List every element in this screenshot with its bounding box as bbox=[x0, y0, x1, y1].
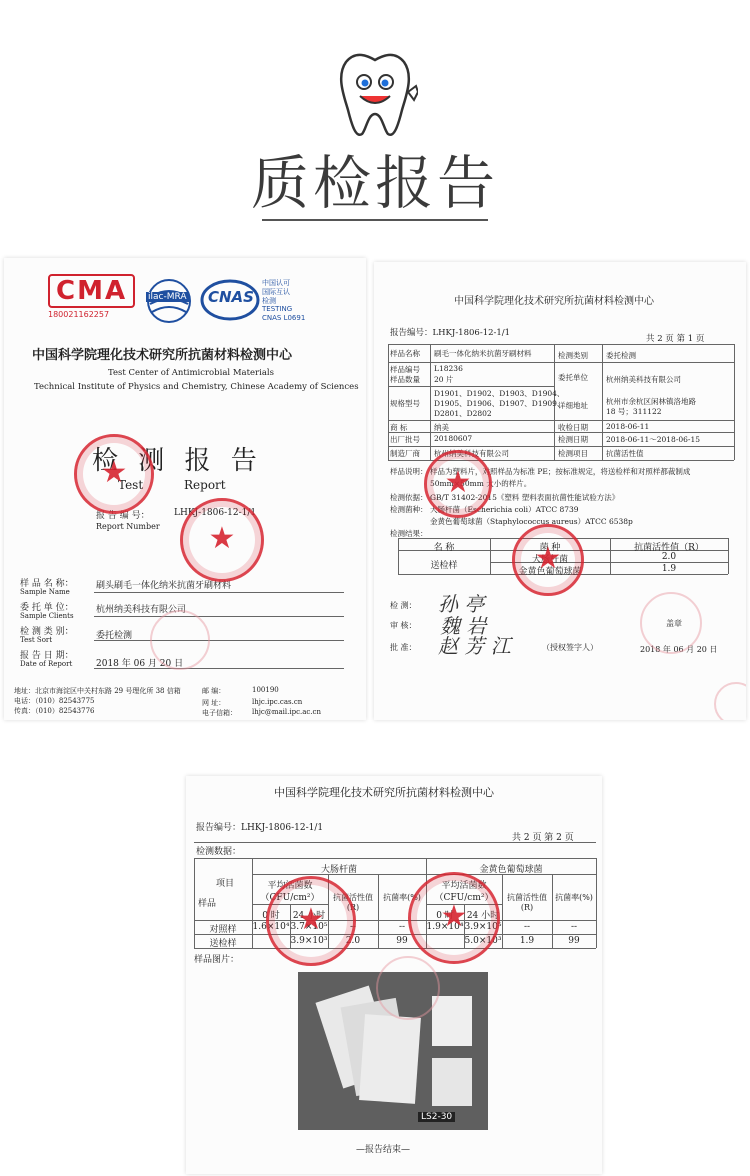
institute-title: 中国科学院理化技术研究所抗菌材料检测中心 bbox=[454, 296, 654, 307]
strain-1: 大肠杆菌（Escherichia coli）ATCC 8739 bbox=[430, 505, 579, 514]
row-0-value2: 委托检测 bbox=[606, 351, 636, 360]
report-date: 2018 年 06 月 20 日 bbox=[640, 645, 718, 654]
row-test-name: 送检样 bbox=[209, 939, 237, 949]
field-1-en: Sample Clients bbox=[20, 612, 74, 620]
row-1-value2: 杭州纳美科技有限公司 bbox=[606, 375, 681, 384]
col-item: 项目 bbox=[216, 879, 235, 889]
row-test-e24: 3.9×10³ bbox=[290, 936, 328, 946]
row-2-label: 样品数量 bbox=[390, 375, 420, 384]
strain-2: 金黄色葡萄球菌（Staphylococcus aureus）ATCC 6538p bbox=[430, 517, 633, 526]
row-3-label2: 详细地址 bbox=[558, 401, 588, 410]
red-seal-stamp bbox=[180, 498, 264, 582]
page-info: 共 2 页 第 2 页 bbox=[512, 833, 574, 843]
footer-0-right: 100190 bbox=[252, 686, 279, 694]
row-6-label: 商 标 bbox=[390, 423, 408, 432]
ecoli-unit: （CFU/cm²） bbox=[260, 893, 320, 903]
faint-seal-stamp bbox=[640, 592, 702, 654]
report-no: 报告编号：LHKJ-1806-12-1/1 bbox=[390, 328, 511, 338]
page-info: 共 2 页 第 1 页 bbox=[646, 334, 705, 344]
row-7-label: 出厂批号 bbox=[390, 435, 420, 444]
red-seal-stamp bbox=[74, 434, 154, 514]
report-cover-page bbox=[4, 258, 366, 720]
field-1-label: 委 托 单 位： bbox=[20, 603, 74, 613]
saureus-h24: 24 小时 bbox=[466, 911, 500, 921]
sign-label-review: 审 核： bbox=[390, 621, 417, 630]
row-6-value: 纳美 bbox=[434, 423, 449, 432]
row-control-e0: 1.6×10⁴ bbox=[252, 922, 290, 932]
center-en: Test Center of Antimicrobial Materials bbox=[108, 368, 274, 378]
cnas-side-3: TESTING bbox=[262, 305, 293, 313]
report-page-1 bbox=[374, 262, 746, 720]
sample-note-label: 样品说明： bbox=[390, 467, 428, 476]
footer-0-left: 地址：北京市海淀区中关村东路 29 号理化所 38 信箱 bbox=[14, 687, 181, 695]
row-3-value2: 杭州市余杭区闲林镇洛地路 bbox=[606, 397, 696, 406]
result-head-value: 抗菌活性值（R） bbox=[634, 543, 704, 553]
cnas-side-4: CNAS L0691 bbox=[262, 314, 306, 322]
row-1-label: 样品编号 bbox=[390, 365, 420, 374]
red-seal-stamp bbox=[408, 872, 500, 964]
cnas-side-1: 国际互认 bbox=[262, 288, 290, 296]
result-row-0-strain: 大肠杆菌 bbox=[531, 555, 568, 565]
ecoli-avg-live: 平均活菌数 bbox=[267, 881, 313, 891]
row-0-label2: 检测类别 bbox=[558, 351, 588, 360]
basis-label: 检测依据： bbox=[390, 493, 428, 502]
row-control-e24: 3.7×10⁵ bbox=[290, 922, 328, 932]
ecoli-h0: 0 时 bbox=[262, 911, 280, 921]
row-8-label2: 检测项目 bbox=[558, 449, 588, 458]
report-title-en-2: Report bbox=[184, 478, 226, 492]
field-1-value: 杭州纳美科技有限公司 bbox=[96, 605, 187, 615]
row-control-sP: -- bbox=[570, 922, 578, 932]
row-test-sR: 1.9 bbox=[519, 936, 535, 946]
cnas-side-0: 中国认可 bbox=[262, 279, 290, 287]
cma-code: 180021162257 bbox=[48, 310, 110, 319]
footer-0-right-label: 邮 编： bbox=[202, 687, 226, 695]
field-2-en: Test Sort bbox=[20, 636, 53, 644]
result-label: 检测结果： bbox=[390, 529, 428, 538]
field-3-label: 报 告 日 期： bbox=[20, 651, 74, 661]
row-6-value2: 2018-06-11 bbox=[606, 422, 650, 431]
footer-1-right: lhjc.ipc.cas.cn bbox=[252, 698, 303, 706]
field-0-label: 样 品 名 称： bbox=[20, 579, 74, 589]
footer-2-left: 传真：（010）82543776 bbox=[14, 707, 95, 715]
red-seal-stamp bbox=[424, 450, 492, 518]
sample-note-2: 50mm×50mm 大小的样片。 bbox=[430, 479, 532, 488]
row-test-s24: 5.0×10³ bbox=[464, 936, 502, 946]
row-6-label2: 收检日期 bbox=[558, 423, 588, 432]
tooth-mascot-icon bbox=[332, 48, 418, 140]
signature-test: 孙 亭 bbox=[438, 592, 485, 616]
row-control-name: 对照样 bbox=[209, 925, 237, 935]
report-no: 报告编号：LHKJ-1806-12-1/1 bbox=[196, 823, 324, 833]
saureus-rate: 抗菌率(%) bbox=[555, 893, 593, 902]
institute-cn: 中国科学院理化技术研究所抗菌材料检测中心 bbox=[32, 348, 293, 363]
red-seal-stamp bbox=[266, 876, 356, 966]
sign-label-test: 检 测： bbox=[390, 601, 417, 610]
cma-logo: CMA bbox=[48, 274, 135, 308]
sample-note: 样品为塑料片，对照样品为标准 PE；按标准规定，将送检样和对照样都裁制成 bbox=[430, 467, 691, 476]
row-8-label: 制造厂商 bbox=[390, 449, 420, 458]
saureus-activity: 抗菌活性值(R) bbox=[507, 893, 547, 912]
seal-label: 盖章 bbox=[666, 619, 682, 628]
footer-2-right: lhjc@mail.ipc.ac.cn bbox=[252, 708, 321, 716]
result-head-strain: 菌 种 bbox=[539, 543, 561, 553]
row-5-value: D2801、D2802 bbox=[434, 409, 492, 418]
institute-en: Technical Institute of Physics and Chemistry, Chinese Academy of Sciences bbox=[34, 382, 359, 392]
saureus-header: 金黄色葡萄球菌 bbox=[479, 865, 543, 875]
field-2-value: 委托检测 bbox=[96, 631, 133, 641]
report-no-value: LHKJ-1806-12-1/1 bbox=[174, 508, 257, 518]
row-4-value2: 18 号；311122 bbox=[606, 407, 662, 416]
title-divider bbox=[262, 219, 488, 221]
result-row-name: 送检样 bbox=[430, 561, 458, 571]
row-2-value: 20 片 bbox=[434, 375, 454, 384]
row-test-sP: 99 bbox=[568, 936, 580, 946]
photo-label: 样品图片： bbox=[194, 955, 240, 965]
saureus-avg-live: 平均活菌数 bbox=[441, 881, 487, 891]
row-control-sR: -- bbox=[523, 922, 531, 932]
field-0-value: 刷头刷毛一体化纳米抗菌牙刷材料 bbox=[96, 581, 232, 591]
field-2-label: 检 测 类 别： bbox=[20, 627, 74, 637]
faint-seal-stamp bbox=[150, 610, 210, 670]
row-control-eR: -- bbox=[349, 922, 357, 932]
saureus-unit: （CFU/cm²） bbox=[434, 893, 494, 903]
field-0-en: Sample Name bbox=[20, 588, 70, 596]
row-3-label: 规格型号 bbox=[390, 399, 420, 408]
ecoli-rate: 抗菌率(%) bbox=[383, 893, 421, 902]
row-8-value2: 抗菌活性值 bbox=[606, 449, 644, 458]
authorized-signer: （授权签字人） bbox=[542, 643, 598, 652]
ecoli-header: 大肠杆菌 bbox=[320, 865, 357, 875]
row-0-label: 样品名称 bbox=[390, 349, 420, 358]
report-no-en: Report Number bbox=[96, 522, 160, 531]
row-3-value: D1901、D1902、D1903、D1904、 bbox=[434, 389, 565, 398]
row-control-eP: -- bbox=[398, 922, 406, 932]
result-row-0-value: 2.0 bbox=[661, 552, 677, 562]
footer-1-right-label: 网 址： bbox=[202, 699, 226, 707]
faint-seal-stamp bbox=[376, 956, 440, 1020]
signature-review: 魏 岩 bbox=[440, 614, 487, 638]
sign-label-approve: 批 准： bbox=[390, 643, 417, 652]
field-3-en: Date of Report bbox=[20, 660, 73, 668]
signature-approve: 赵 芳 江 bbox=[438, 634, 511, 658]
row-8-value: 杭州纳美科技有限公司 bbox=[434, 449, 509, 458]
row-7-value2: 2018-06-11～2018-06-15 bbox=[606, 435, 700, 444]
result-row-1-strain: 金黄色葡萄球菌 bbox=[518, 567, 582, 577]
ecoli-h24: 24 小时 bbox=[292, 911, 326, 921]
footer-2-right-label: 电子信箱： bbox=[202, 709, 237, 717]
row-test-eR: 2.0 bbox=[345, 936, 361, 946]
result-head-name: 名 称 bbox=[433, 543, 455, 553]
red-seal-stamp bbox=[512, 524, 584, 596]
col-sample: 样品 bbox=[198, 899, 217, 909]
row-7-value: 20180607 bbox=[434, 434, 473, 443]
row-control-s0: 1.9×10⁴ bbox=[426, 922, 464, 932]
cnas-logo-text: CNAS bbox=[208, 288, 254, 306]
result-row-1-value: 1.9 bbox=[661, 564, 677, 574]
footer-1-left: 电话：（010）82543775 bbox=[14, 697, 95, 705]
saureus-h0: 0 时 bbox=[436, 911, 454, 921]
report-page-2 bbox=[186, 776, 602, 1174]
strain-label: 检测菌种： bbox=[390, 505, 428, 514]
faint-seal-stamp bbox=[714, 682, 746, 720]
row-control-s24: 3.9×10⁵ bbox=[464, 922, 502, 932]
row-1-label2: 委托单位 bbox=[558, 373, 588, 382]
report-no-label: 报 告 编 号： bbox=[96, 511, 150, 521]
cnas-side-2: 检测 bbox=[262, 297, 276, 305]
report-title-en-1: Test bbox=[118, 478, 144, 492]
row-7-label2: 检测日期 bbox=[558, 435, 588, 444]
row-0-value: 刷毛一体化纳米抗菌牙刷材料 bbox=[434, 349, 532, 358]
ilac-logo-text: ilac-MRA bbox=[148, 292, 187, 302]
field-3-value: 2018 年 06 月 20 日 bbox=[96, 659, 184, 669]
institute-title: 中国科学院理化技术研究所抗菌材料检测中心 bbox=[274, 786, 494, 799]
ecoli-activity: 抗菌活性值(R) bbox=[333, 893, 373, 912]
row-1-value: L18236 bbox=[434, 364, 463, 373]
row-test-eP: 99 bbox=[396, 936, 408, 946]
data-label: 检测数据： bbox=[196, 847, 242, 857]
row-4-value: D1905、D1906、D1907、D1909、 bbox=[434, 399, 565, 408]
photo-tag: LS2-30 bbox=[418, 1112, 455, 1122]
report-title-cn: 检 测 报 告 bbox=[92, 446, 263, 476]
page-title: 质检报告 bbox=[250, 149, 499, 217]
report-end: —报告结束— bbox=[356, 1145, 411, 1155]
basis: GB/T 31402-2015《塑料 塑料表面抗菌性能试验方法》 bbox=[430, 493, 620, 502]
